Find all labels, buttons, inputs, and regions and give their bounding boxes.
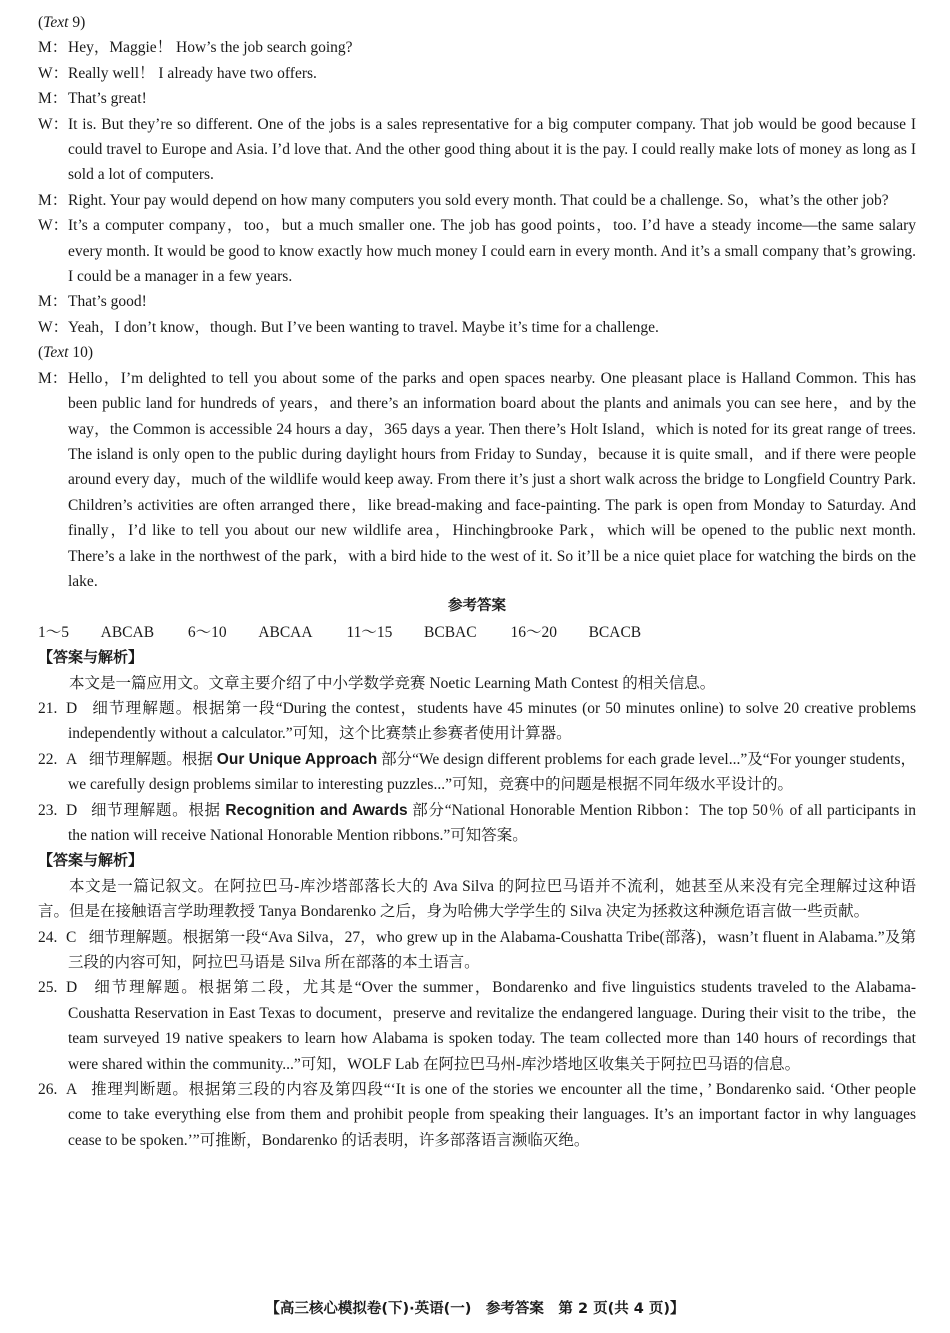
text10-label: (Text 10): [38, 344, 93, 362]
dialogue-line: M：That’s good!: [38, 289, 916, 314]
explanation-item: 23. D 细节理解题。根据 Recognition and Awards 部分“National Honorable Mention Ribbon：The top 50％ of all participants in the nation will receive National Honorable Mention ribbons.”可知答案。: [38, 801, 917, 844]
speaker-label: W：: [38, 217, 69, 235]
dialogue-line: M：Hey，Maggie！ How’s the job search going?: [38, 35, 916, 60]
section-intro: 本文是一篇应用文。文章主要介绍了中小学数学竞赛 Noetic Learning Math Contest 的相关信息。: [69, 674, 716, 692]
speaker-label: W：: [38, 115, 69, 133]
answer-group: 6～10 ABCAA: [187, 623, 313, 641]
section-heading: 【答案与解析】: [38, 648, 144, 667]
dialogue-line: W：It is. But they’re so different. One of the jobs is a sales representative for a big computer company. That job would be good because I could travel to Europe and Asia. I’d love that. And the other good thing about it is the pay. I could really make lots of money as long as I sold a lot of computers.: [38, 112, 916, 188]
speaker-label: M：: [38, 191, 68, 209]
speaker-label: W：: [38, 64, 69, 82]
explanation-item: 22. A 细节理解题。根据 Our Unique Approach 部分“We design different problems for each grade level...”及“For younger students，we carefully design problems similar to interesting puzzles...”可知，竞赛中的问题是根据不同年级水平设计的。: [38, 750, 916, 794]
monologue-paragraph: M：Hello，I’m delighted to tell you about some of the parks and open spaces nearby. One pleasant place is Halland Common. This has been public land for hundreds of years，and there’s an information board about the plants and animals you can see here，and by the way，the Common is accessible 24 hours a day，365 days a year. Then there’s Holt Island，which is noted for its great range of trees. The island is only open to the public during daylight hours from Friday to Sunday，because it is quite small，and if there were people around every day，much of the wildlife would keep away. From there it’s just a short walk across the bridge to Longfield Country Park. Children’s activities are often arranged there，like bread-making and face-painting. The park is open from Monday to Saturday. And finally，I’d like to tell you about our new wildlife area，Hinchingbrooke Park，which will be opened to the public next month. There’s a lake in the northwest of the park，with a bird hide to the west of it. So it’ll be a nice quiet place for watching the birds on the lake.: [38, 366, 916, 595]
answer-key-title: 参考答案: [448, 598, 506, 615]
explanation-item: 26. A 推理判断题。根据第三段的内容及第四段“‘It is one of the stories we encounter all the time，’ Bondarenko said. ‘Other people come to take everything else from them and prohibit people from speaking their languages. It’s an important factor in why languages cease to be spoken.’”可推断，Bondarenko 的话表明，许多部落语言濒临灭绝。: [38, 1081, 916, 1149]
answer-group: 11～15 BCBAC: [346, 623, 477, 641]
explanation-item: 24. C 细节理解题。根据第一段“Ava Silva，27，who grew up in the Alabama-Coushatta Tribe(部落)，wasn’t fluent in Alabama.”及第三段的内容可知，阿拉巴马语是 Silva 所在部落的本土语言。: [38, 928, 917, 972]
answer-group: 1～5 ABCAB: [38, 623, 155, 641]
answer-group: 16～20 BCACB: [510, 623, 642, 641]
dialogue-line: W：Really well！ I already have two offers.: [38, 61, 916, 86]
section-heading: 【答案与解析】: [38, 851, 144, 870]
section-intro: 本文是一篇记叙文。在阿拉巴马-库沙塔部落长大的 Ava Silva 的阿拉巴马语并不流利，她甚至从来没有完全理解过这种语言。但是在接触语言学助理教授 Tanya Bondarenko 之后，身为哈佛大学学生的 Silva 决定为拯救这种濒危语言做一些贡献。: [38, 877, 916, 921]
dialogue-line: M：That’s great!: [38, 86, 916, 111]
dialogue-line: W：It’s a computer company，too，but a much smaller one. The job has good points，too. I’d have a steady income—the same salary every month. It would be good to know exactly how much money I could earn in every month. And it’s a small company that’s growing. I could be a manager in a few years.: [38, 213, 916, 289]
answer-key-row: [38, 620, 916, 645]
speaker-label: M：: [38, 39, 68, 57]
dialogue-line: M：Right. Your pay would depend on how many computers you sold every month. That could be a challenge. So，what’s the other job?: [38, 188, 916, 213]
text9-label: (Text 9): [38, 14, 86, 31]
answer-document-page: [38, 10, 916, 1153]
speaker-label: M：: [38, 369, 68, 387]
explanation-item: 25. D 细节理解题。根据第二段，尤其是“Over the summer，Bondarenko and five linguistics students traveled to the Alabama-Coushatta Reservation in East Texas to document，preserve and revitalize the endangered language. During their visit to the tribe，the team surveyed 19 native speakers to learn how Alabama is spoken today. The team collected more than 140 hours of recordings that were shared within the community...”可知，WOLF Lab 在阿拉巴马州-库沙塔地区收集关于阿拉巴马语的信息。: [38, 979, 916, 1073]
explanation-item: 21. D 细节理解题。根据第一段“During the contest，students have 45 minutes (or 50 minutes online) to solve 20 creative problems independently without a calculator.”可知，这个比赛禁止参赛者使用计算器。: [38, 699, 917, 743]
speaker-label: W：: [38, 318, 69, 336]
page-footer: 【高三核心模拟卷(下)·英语(一) 参考答案 第 2 页(共 4 页)】: [265, 1301, 685, 1317]
speaker-label: M：: [38, 90, 68, 108]
speaker-label: M：: [38, 293, 68, 311]
dialogue-line: W：Yeah，I don’t know，though. But I’ve been wanting to travel. Maybe it’s time for a challenge.: [38, 315, 916, 340]
